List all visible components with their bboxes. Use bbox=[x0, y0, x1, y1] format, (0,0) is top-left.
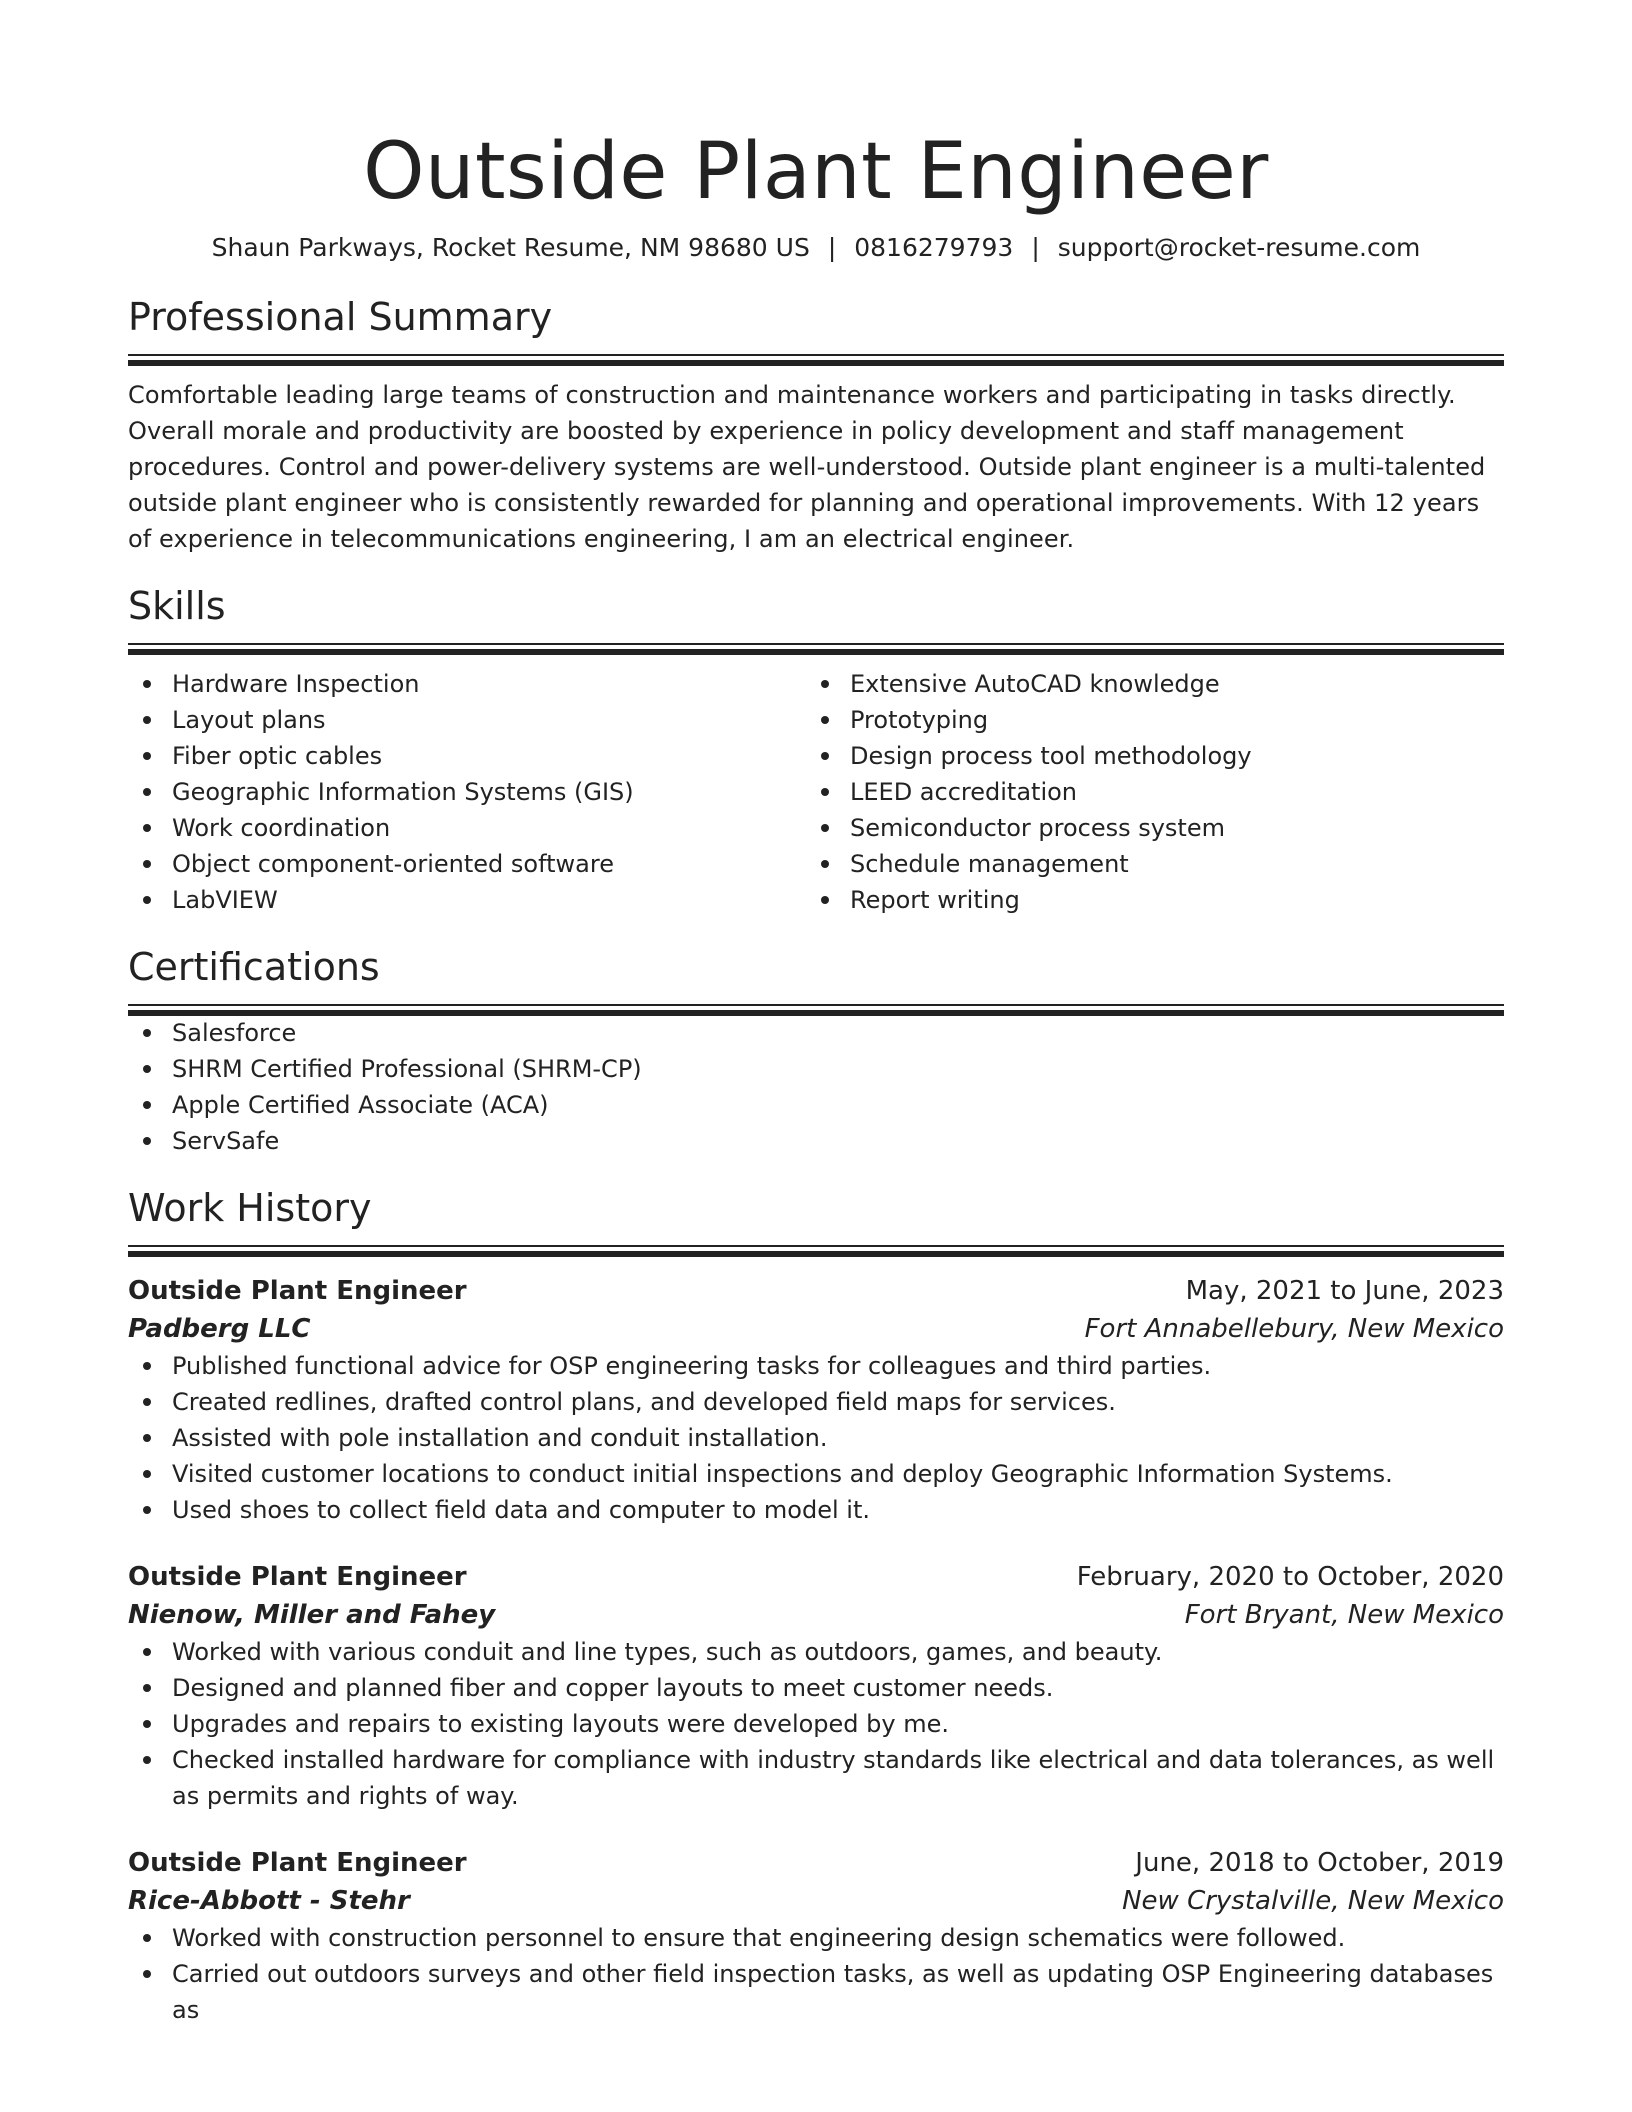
job-bullet: Upgrades and repairs to existing layouts were developed by me. bbox=[128, 1706, 1504, 1742]
skills-list-left bbox=[128, 666, 806, 918]
job-entry bbox=[128, 1558, 1504, 1814]
job-bullet: Visited customer locations to conduct initial inspections and deploy Geographic Information Systems. bbox=[128, 1456, 1504, 1492]
summary-section bbox=[128, 294, 1504, 557]
contact-separator: | bbox=[1031, 233, 1040, 262]
skill-item: Work coordination bbox=[128, 810, 806, 846]
job-company-row bbox=[128, 1882, 1504, 1920]
skill-item: Design process tool methodology bbox=[806, 738, 1484, 774]
section-heading-summary: Professional Summary bbox=[128, 295, 553, 339]
job-header-row bbox=[128, 1844, 1504, 1882]
contact-separator: | bbox=[827, 233, 837, 262]
contact-line bbox=[128, 232, 1504, 264]
certifications-list bbox=[128, 1015, 1504, 1159]
resume-page bbox=[128, 0, 1504, 2028]
skills-list-right bbox=[806, 666, 1484, 918]
skill-item: Semiconductor process system bbox=[806, 810, 1484, 846]
job-bullet: Designed and planned fiber and copper layouts to meet customer needs. bbox=[128, 1670, 1504, 1706]
section-divider bbox=[128, 1245, 1504, 1256]
summary-text: Comfortable leading large teams of construction and maintenance workers and participating in tasks directly. Overall morale and productivity are boosted by experience in policy development and staff management procedures. Control and power-delivery systems are well-understood. Outside plant engineer is a multi-talented outside plant engineer who is consistently rewarded for planning and operational improvements. With 12 years of experience in telecommunications engineering, I am an electrical engineer. bbox=[128, 381, 1486, 553]
section-divider bbox=[128, 1004, 1504, 1015]
job-bullet: Carried out outdoors surveys and other field inspection tasks, as well as updating OSP Engineering databases as bbox=[128, 1956, 1504, 2028]
job-title: Outside Plant Engineer bbox=[128, 1562, 467, 1592]
contact-email: support@rocket-resume.com bbox=[1057, 233, 1421, 262]
skill-item: Extensive AutoCAD knowledge bbox=[806, 666, 1484, 702]
job-header-row bbox=[128, 1272, 1504, 1310]
job-bullets bbox=[128, 1920, 1504, 2028]
job-company: Rice-Abbott - Stehr bbox=[128, 1886, 410, 1916]
section-heading-certifications: Certifications bbox=[128, 945, 380, 989]
job-bullets bbox=[128, 1634, 1504, 1814]
job-company-row bbox=[128, 1310, 1504, 1348]
section-heading-work-history: Work History bbox=[128, 1186, 372, 1230]
contact-phone: 0816279793 bbox=[854, 233, 1014, 262]
skills-grid bbox=[128, 666, 1504, 918]
skill-item: Fiber optic cables bbox=[128, 738, 806, 774]
skills-section bbox=[128, 583, 1504, 918]
job-bullet: Checked installed hardware for compliance with industry standards like electrical and data tolerances, as well as permits and rights of way. bbox=[128, 1742, 1504, 1814]
job-bullet: Used shoes to collect field data and computer to model it. bbox=[128, 1492, 1504, 1528]
skill-item: Report writing bbox=[806, 882, 1484, 918]
section-divider bbox=[128, 643, 1504, 654]
skill-item: LEED accreditation bbox=[806, 774, 1484, 810]
skill-item: Object component-oriented software bbox=[128, 846, 806, 882]
skill-item: Layout plans bbox=[128, 702, 806, 738]
job-company-row bbox=[128, 1596, 1504, 1634]
work-history-section bbox=[128, 1185, 1504, 2028]
job-title: Outside Plant Engineer bbox=[128, 1276, 467, 1306]
contact-address: Shaun Parkways, Rocket Resume, NM 98680 US bbox=[211, 233, 810, 262]
job-bullet: Worked with various conduit and line types, such as outdoors, games, and beauty. bbox=[128, 1634, 1504, 1670]
job-entry bbox=[128, 1844, 1504, 2028]
job-entry bbox=[128, 1272, 1504, 1528]
job-bullet: Created redlines, drafted control plans, and developed field maps for services. bbox=[128, 1384, 1504, 1420]
skill-item: LabVIEW bbox=[128, 882, 806, 918]
skill-item: Prototyping bbox=[806, 702, 1484, 738]
job-location: Fort Annabellebury, New Mexico bbox=[1084, 1314, 1504, 1344]
certification-item: ServSafe bbox=[128, 1123, 1504, 1159]
document-title: Outside Plant Engineer bbox=[363, 127, 1269, 217]
certifications-section bbox=[128, 944, 1504, 1159]
job-company: Padberg LLC bbox=[128, 1314, 311, 1344]
job-bullets bbox=[128, 1348, 1504, 1528]
certification-item: SHRM Certified Professional (SHRM-CP) bbox=[128, 1051, 1504, 1087]
certification-item: Salesforce bbox=[128, 1015, 1504, 1051]
job-bullet: Assisted with pole installation and conduit installation. bbox=[128, 1420, 1504, 1456]
skill-item: Schedule management bbox=[806, 846, 1484, 882]
certification-item: Apple Certified Associate (ACA) bbox=[128, 1087, 1504, 1123]
job-bullet: Published functional advice for OSP engineering tasks for colleagues and third parties. bbox=[128, 1348, 1504, 1384]
job-header-row bbox=[128, 1558, 1504, 1596]
job-bullet: Worked with construction personnel to ensure that engineering design schematics were followed. bbox=[128, 1920, 1504, 1956]
job-company: Nienow, Miller and Fahey bbox=[128, 1600, 496, 1630]
job-dates: June, 2018 to October, 2019 bbox=[1135, 1848, 1504, 1878]
section-heading-skills: Skills bbox=[128, 584, 226, 628]
job-title: Outside Plant Engineer bbox=[128, 1848, 467, 1878]
job-dates: May, 2021 to June, 2023 bbox=[1185, 1276, 1504, 1306]
job-dates: February, 2020 to October, 2020 bbox=[1076, 1562, 1504, 1592]
skill-item: Geographic Information Systems (GIS) bbox=[128, 774, 806, 810]
job-location: Fort Bryant, New Mexico bbox=[1184, 1600, 1504, 1630]
skill-item: Hardware Inspection bbox=[128, 666, 806, 702]
section-divider bbox=[128, 354, 1504, 365]
job-location: New Crystalville, New Mexico bbox=[1122, 1886, 1504, 1916]
